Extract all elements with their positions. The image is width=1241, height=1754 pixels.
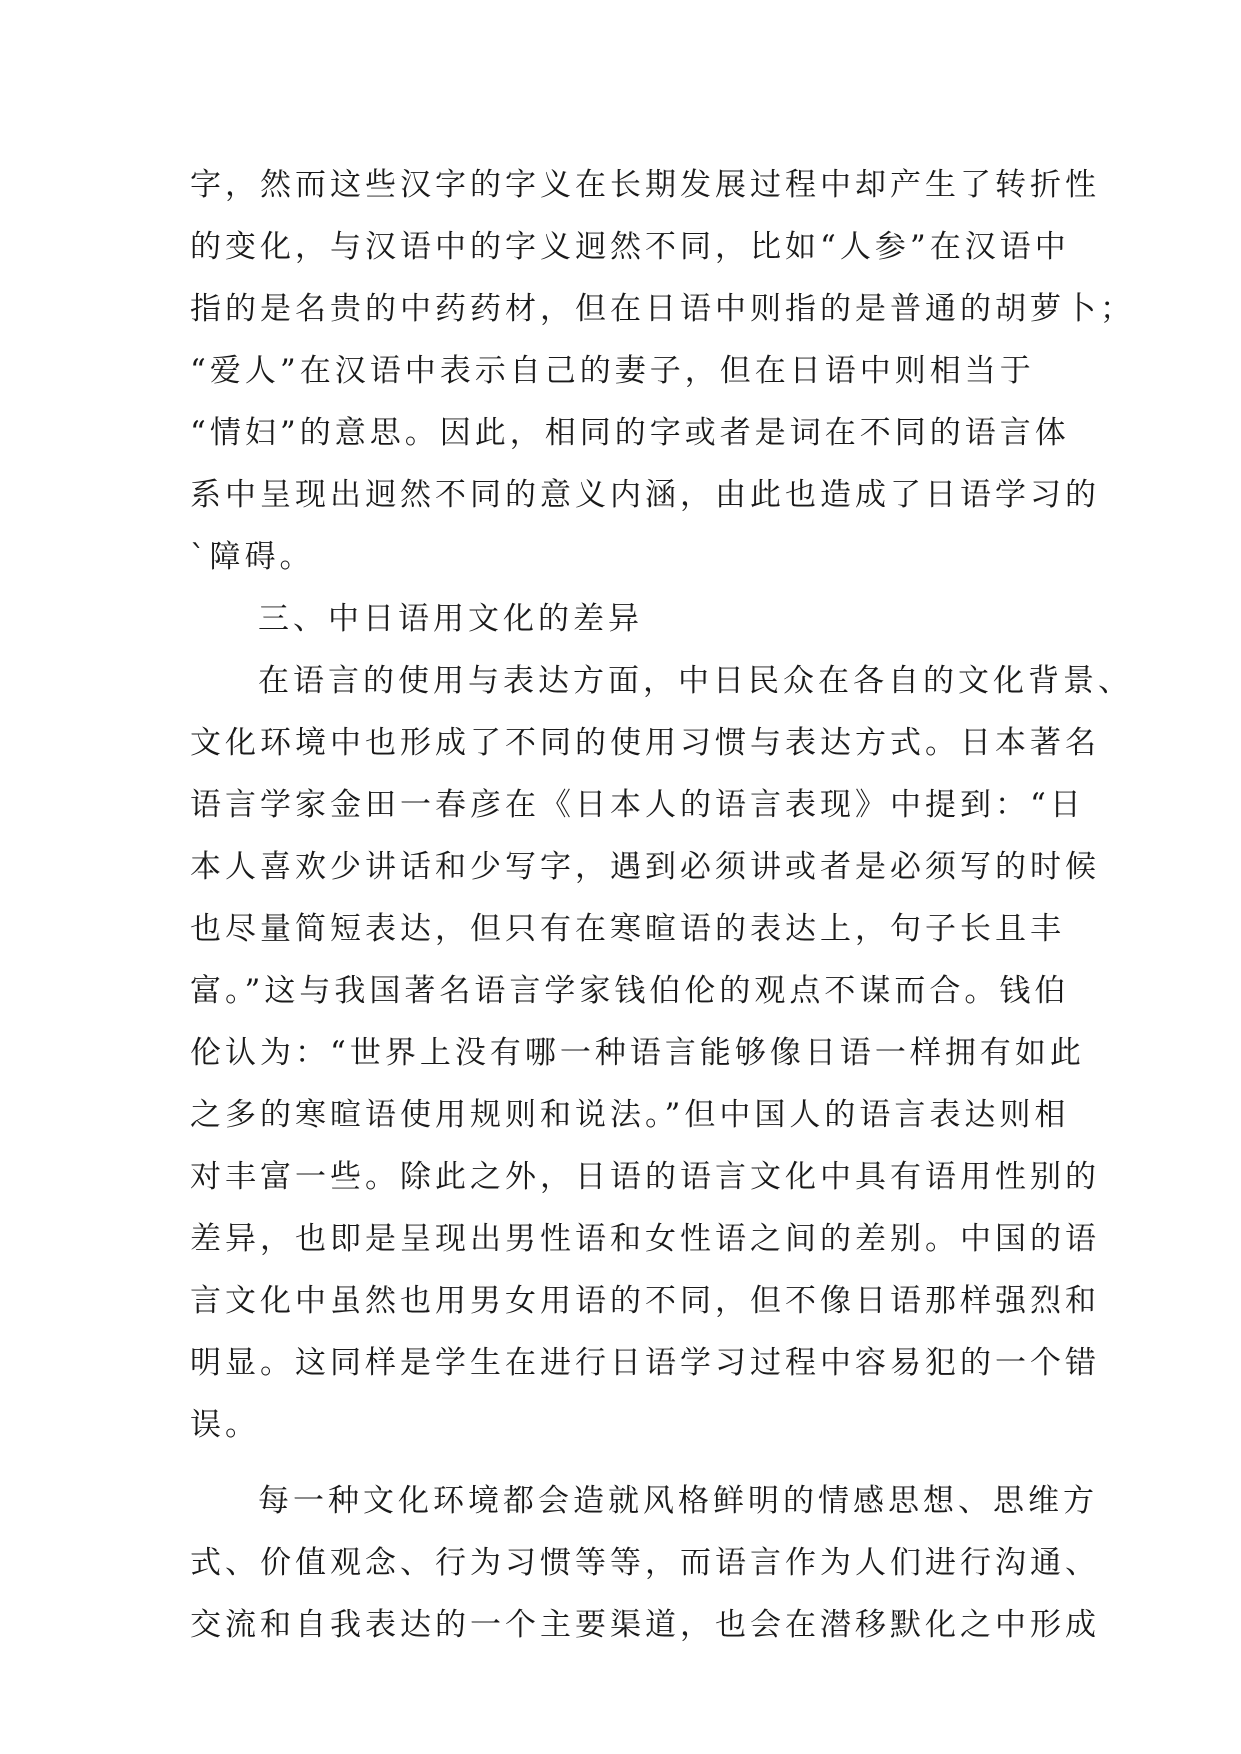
text-line: `障碍。	[190, 539, 315, 575]
section-heading: 三、中日语用文化的差异	[258, 601, 643, 637]
text-line: 明显。这同样是学生在进行日语学习过程中容易犯的一个错	[190, 1345, 1100, 1381]
paragraph-2	[190, 659, 1133, 1465]
text-line: “爱人”在汉语中表示自己的妻子，但在日语中则相当于	[190, 353, 1035, 389]
text-line: 在语言的使用与表达方面，中日民众在各自的文化背景、	[258, 663, 1133, 699]
text-line: 富。”这与我国著名语言学家钱伯伦的观点不谋而合。钱伯	[190, 973, 1070, 1009]
text-line: 言文化中虽然也用男女用语的不同，但不像日语那样强烈和	[190, 1283, 1100, 1319]
text-line: 语言学家金田一春彦在《日本人的语言表现》中提到：“日	[190, 787, 1085, 823]
text-line: “情妇”的意思。因此，相同的字或者是词在不同的语言体	[190, 415, 1070, 451]
text-line: 交流和自我表达的一个主要渠道，也会在潜移默化之中形成	[190, 1607, 1100, 1643]
paragraph-3	[190, 1479, 1100, 1665]
paragraph-spacer	[190, 1465, 1050, 1479]
text-line: 文化环境中也形成了不同的使用习惯与表达方式。日本著名	[190, 725, 1100, 761]
text-line: 本人喜欢少讲话和少写字，遇到必须讲或者是必须写的时候	[190, 849, 1100, 885]
text-line: 指的是名贵的中药药材，但在日语中则指的是普通的胡萝卜；	[190, 291, 1135, 327]
text-line: 的变化，与汉语中的字义迥然不同，比如“人参”在汉语中	[190, 229, 1070, 265]
text-line: 字，然而这些汉字的字义在长期发展过程中却产生了转折性	[190, 167, 1100, 203]
text-line: 之多的寒暄语使用规则和说法。”但中国人的语言表达则相	[190, 1097, 1070, 1133]
paragraph-1	[190, 163, 1135, 597]
body-text	[190, 163, 1135, 1665]
text-line: 对丰富一些。除此之外，日语的语言文化中具有语用性别的	[190, 1159, 1100, 1195]
text-line: 伦认为：“世界上没有哪一种语言能够像日语一样拥有如此	[190, 1035, 1085, 1071]
text-line: 系中呈现出迥然不同的意义内涵，由此也造成了日语学习的	[190, 477, 1100, 513]
text-line: 也尽量简短表达，但只有在寒暄语的表达上，句子长且丰	[190, 911, 1065, 947]
text-line: 差异，也即是呈现出男性语和女性语之间的差别。中国的语	[190, 1221, 1100, 1257]
text-line: 式、价值观念、行为习惯等等，而语言作为人们进行沟通、	[190, 1545, 1100, 1581]
text-line: 误。	[190, 1407, 260, 1443]
text-line: 每一种文化环境都会造就风格鲜明的情感思想、思维方	[258, 1483, 1098, 1519]
